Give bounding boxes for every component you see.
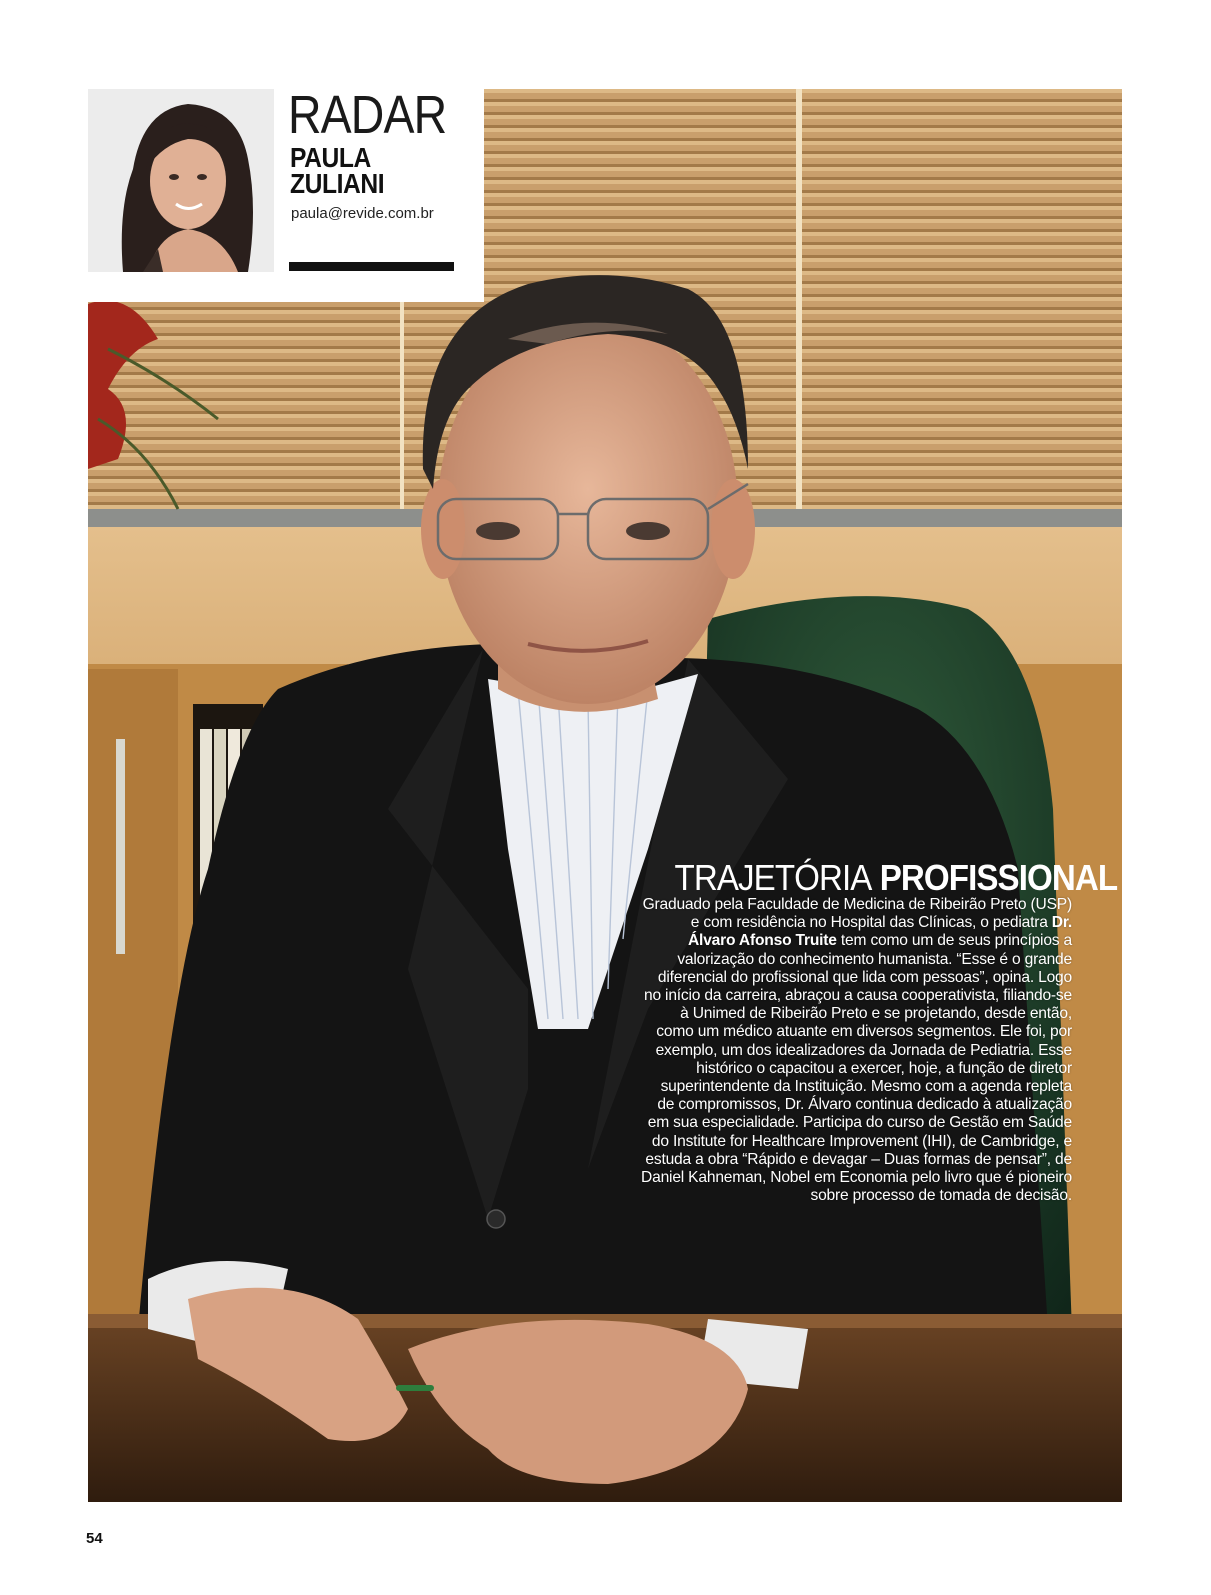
- column-header: [88, 85, 484, 302]
- author-name: [290, 142, 457, 199]
- author-photo: [88, 89, 274, 272]
- article: [640, 857, 1118, 1205]
- article-body-part2: tem como um de seus princípios a valorização do conhecimento humanista. “Esse é o grande diferencial do profissional que lida com pessoas”, opina. Logo no início da carreira, abraçou a causa cooperativista, filiando-se à Unimed de Ribeirão Preto e se projetando, desde então, como um médico atuante em diversos segmentos. Ele foi, por exemplo, um dos idealizadores da Jornada de Pediatria. Esse histórico o capacitou a exercer, hoje, a função de diretor superintendente da Instituição. Mesmo com a agenda repleta de compromissos, Dr. Álvaro continua dedicado à atualização em sua especialidade. Participa do curso de Gestão em Saúde do Institute for Healthcare Improvement (IHI), de Cambridge, e estuda a obra “Rápido e devagar – Duas formas de pensar”, de Daniel Kahneman, Nobel em Economia pelo livro que é pioneiro sobre processo de tomada de decisão.: [641, 932, 1072, 1205]
- article-title: [674, 857, 1118, 898]
- article-title-light: TRAJETÓRIA: [674, 857, 872, 898]
- doctor-name: Dr. Álvaro Afonso Truite: [688, 914, 1072, 950]
- article-title-bold: PROFISSIONAL: [879, 857, 1118, 898]
- page-number: 54: [86, 1530, 103, 1547]
- article-body: [640, 896, 1072, 1205]
- article-body-part1: Graduado pela Faculdade de Medicina de Ribeirão Preto (USP) e com residência no Hospital das Clínicas, o pediatra: [642, 896, 1072, 932]
- author-email-link[interactable]: paula@revide.com.br: [291, 205, 434, 222]
- author-first-name: PAULA: [290, 142, 371, 173]
- section-title: RADAR: [288, 85, 447, 145]
- author-last-name: ZULIANI: [290, 168, 385, 199]
- author-illustration: [88, 89, 274, 272]
- header-divider: [289, 262, 454, 271]
